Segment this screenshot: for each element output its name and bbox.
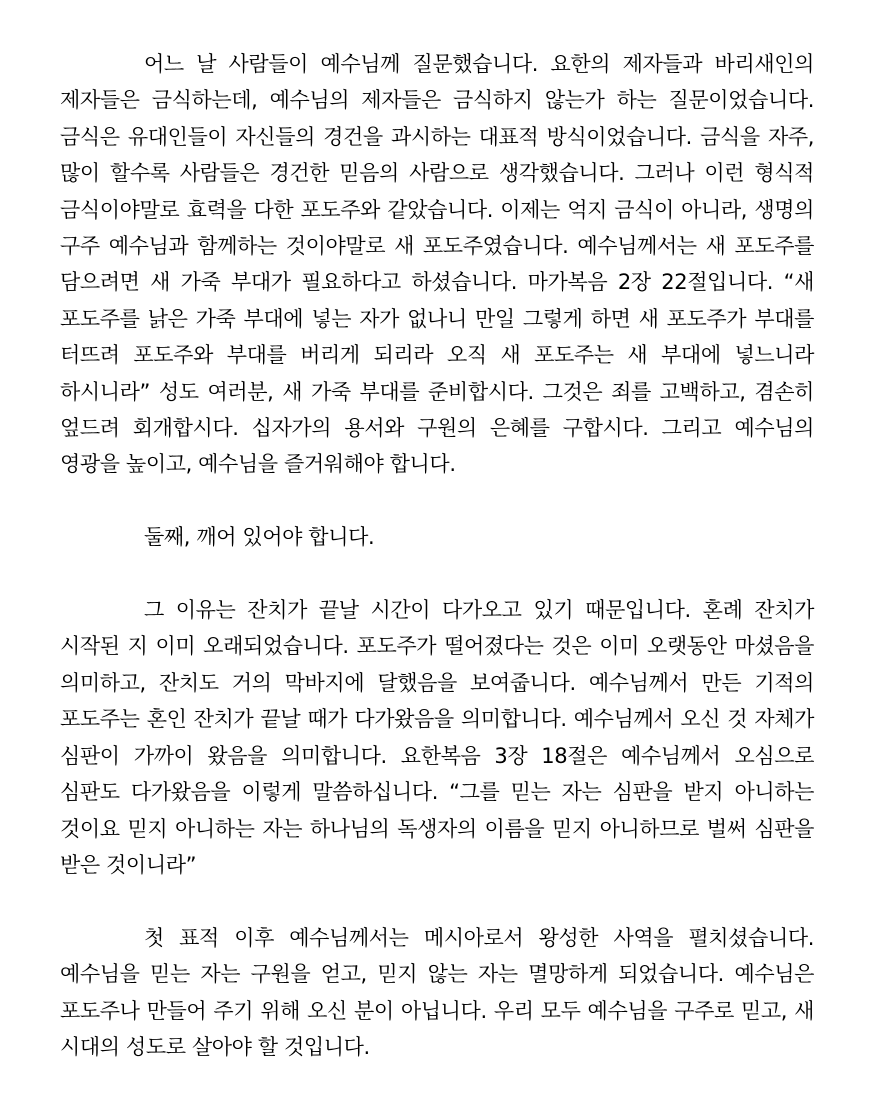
paragraph-feast-ending: 그 이유는 잔치가 끝날 시간이 다가오고 있기 때문입니다. 혼례 잔치가 시작된 지 이미 오래되었습니다. 포도주가 떨어졌다는 것은 이미 오랫동안 마셨음을 의미하고, 잔치도 거의 막바지에 달했음을 보여줍니다. 예수님께서 만든 기적의 포도주는 혼인 잔치가 끝날 때가 다가왔음을 의미합니다. 예수님께서 오신 것 자체가 심판이 가까이 왔음을 의미합니다. 요한복음 3장 18절은 예수님께서 오심으로 심판도 다가왔음을 이렇게 말씀하십니다. “그를 믿는 자는 심판을 받지 아니하는 것이요 믿지 아니하는 자는 하나님의 독생자의 이름을 믿지 아니하므로 벌써 심판을 받은 것이니라” (60, 598, 814, 877)
document-page (60, 46, 814, 1065)
paragraph-first-sign: 첫 표적 이후 예수님께서는 메시아로서 왕성한 사역을 펼치셨습니다. 예수님을 믿는 자는 구원을 얻고, 믿지 않는 자는 멸망하게 되었습니다. 예수님은 포도주나 만들어 주기 위해 오신 분이 아닙니다. 우리 모두 예수님을 구주로 믿고, 새 시대의 성도로 살아야 할 것입니다. (60, 925, 814, 1059)
section-heading-stay-awake: 둘째, 깨어 있어야 합니다. (144, 525, 375, 550)
paragraph-new-wineskins: 어느 날 사람들이 예수님께 질문했습니다. 요한의 제자들과 바리새인의 제자들은 금식하는데, 예수님의 제자들은 금식하지 않는가 하는 질문이었습니다. 금식은 유대인들이 자신들의 경건을 과시하는 대표적 방식이었습니다. 금식을 자주, 많이 할수록 사람들은 경건한 믿음의 사람으로 생각했습니다. 그러나 이런 형식적 금식이야말로 효력을 다한 포도주와 같았습니다. 이제는 억지 금식이 아니라, 생명의 구주 예수님과 함께하는 것이야말로 새 포도주였습니다. 예수님께서는 새 포도주를 담으려면 새 가죽 부대가 필요하다고 하셨습니다. 마가복음 2장 22절입니다. “새 포도주를 낡은 가죽 부대에 넣는 자가 없나니 만일 그렇게 하면 새 포도주가 부대를 터뜨려 포도주와 부대를 버리게 되리라 오직 새 포도주는 새 부대에 넣느니라 하시니라” 성도 여러분, 새 가죽 부대를 준비합시다. 그것은 죄를 고백하고, 겸손히 엎드려 회개합시다. 십자가의 용서와 구원의 은혜를 구합시다. 그리고 예수님의 영광을 높이고, 예수님을 즐거워해야 합니다. (60, 52, 814, 477)
